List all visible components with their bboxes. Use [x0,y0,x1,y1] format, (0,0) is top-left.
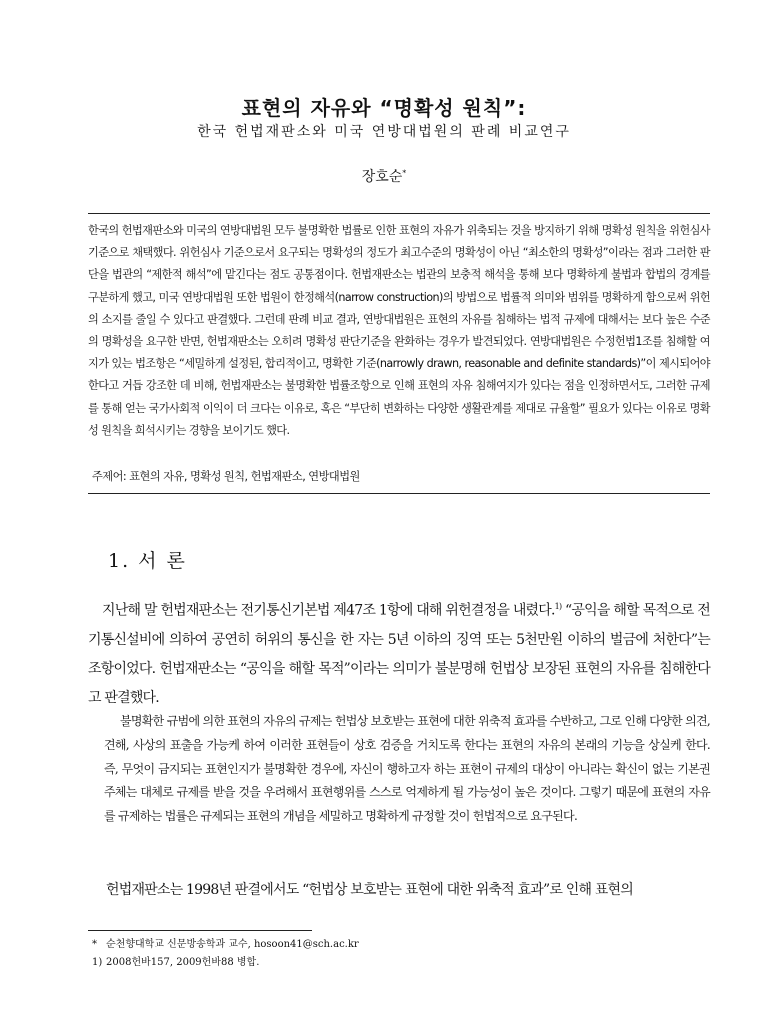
author-footnote-mark: * [402,168,407,178]
paper-subtitle: 한국 헌법재판소와 미국 연방대법원의 판례 비교연구 [197,124,571,140]
abstract-bottom-rule [88,493,710,494]
footnote-mark: * [92,939,97,950]
footnote-text: 2008헌바157, 2009헌바88 병합. [106,957,260,968]
footnote-item [92,954,692,972]
body-paragraph: 헌법재판소는 1998년 판결에서도 “헌법상 보호받는 표현에 대한 위축적 효과”로 인해 표현의 [106,882,633,898]
footnote-ref: 1) [554,602,562,611]
keywords: 주제어: 표현의 자유, 명확성 원칙, 헌법재판소, 연방대법원 [92,470,360,483]
paper-title: 표현의 자유와 “명확성 원칙”: [241,96,527,120]
block-quote: 불명확한 규범에 의한 표현의 자유의 규제는 헌법상 보호받는 표현에 대한 위축적 효과를 수반하고, 그로 인해 다양한 의견, 견해, 사상의 표출을 가능케 하여 이러한 표현들이 상호 검증을 거치도록 한다는 표현의 자유의 본래의 기능을 상실케 한다. 즉, 무엇이 금지되는 표현인지가 불명확한 경우에, 자신이 행하고자 하는 표현이 규제의 대상이 아니라는 확신이 없는 기본권주체는 대체로 규제를 받을 것을 우려해서 표현행위를 스스로 억제하게 될 가능성이 높은 것이다. 그렇기 때문에 표현의 자유를 규제하는 법률은 규제되는 표현의 개념을 세밀하고 명확하게 규정할 것이 헌법적으로 요구된다. [104,714,710,824]
section-heading: 1. 서 론 [108,550,187,572]
footnote-mark: 1) [92,957,103,968]
author-name: 장호순 [361,169,403,185]
paragraph-text: 지난해 말 헌법재판소는 전기통신기본법 제47조 1항에 대해 위헌결정을 내렸다. [102,602,555,619]
paragraph-text: “공익을 해할 목적으로 전기통신설비에 의하여 공연히 허위의 통신을 한 자는 5년 이하의 징역 또는 5천만원 이하의 벌금에 처한다”는 조항이었다. 헌법재판소는 “공익을 해할 목적”이라는 의미가 불분명해 헌법상 보장된 표현의 자유를 침해한다고 판결했다. [88,602,710,706]
footnote-rule [88,930,312,931]
abstract-top-rule [88,213,710,214]
abstract-text: 한국의 헌법재판소와 미국의 연방대법원 모두 불명확한 법률로 인한 표현의 자유가 위축되는 것을 방지하기 위해 명확성 원칙을 위헌심사 기준으로 채택했다. 위헌심사 기준으로서 요구되는 명확성의 정도가 최고수준의 명확성이 아닌 “최소한의 명확성”이라는 점과 그러한 판단을 법관의 “제한적 해석”에 맡긴다는 점도 공통점이다. 헌법재판소는 법관의 보충적 해석을 통해 보다 명확하게 불법과 합법의 경계를 구분하게 했고, 미국 연방대법원 또한 법원이 한정해석(narrow construction)의 방법으로 법률적 의미와 범위를 명확하게 함으로써 위헌의 소지를 줄일 수 있다고 판결했다. 그런데 판례 비교 결과, 연방대법원은 표현의 자유를 침해하는 법적 규제에 대해서는 보다 높은 수준의 명확성을 요구한 반면, 헌법재판소는 오히려 명확성 판단기준을 완화하는 경우가 발견되었다. 연방대법원은 수정헌법1조를 침해할 여지가 있는 법조항은 “세밀하게 설정된, 합리적이고, 명확한 기준(narrowly drawn, reasonable and definite standards)”이 제시되어야 한다고 거듭 강조한 데 비해, 헌법재판소는 불명확한 법률조항으로 인해 표현의 자유 침해여지가 있다는 점을 인정하면서도, 그러한 규제를 통해 얻는 국가사회적 이익이 더 크다는 이유로, 혹은 “부단히 변화하는 다양한 생활관계를 제대로 규율할” 필요가 있다는 이유로 명확성 원칙을 희석시키는 경향을 보이기도 했다. [88,224,710,437]
body-paragraph [88,592,710,713]
author-line [0,166,768,186]
footnotes [92,936,692,972]
footnote-item [92,936,692,954]
footnote-text: 순천향대학교 신문방송학과 교수, hosoon41@sch.ac.kr [106,939,359,950]
